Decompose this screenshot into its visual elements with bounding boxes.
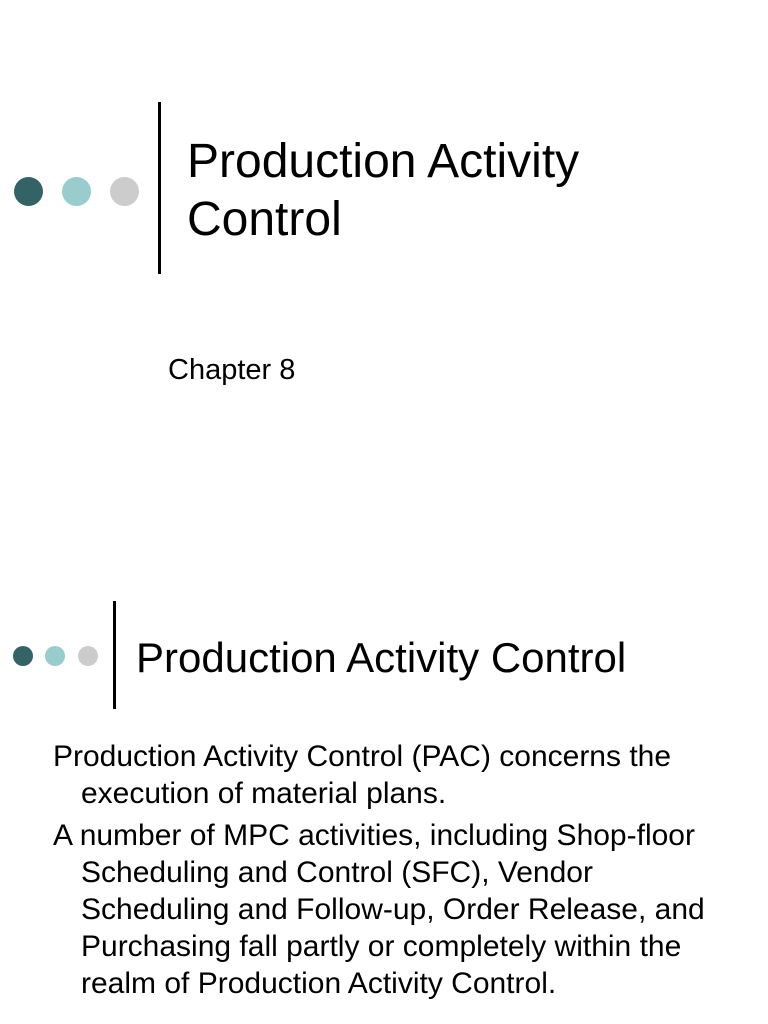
slide-title: Production Activity Control [136, 634, 627, 681]
title-divider [158, 102, 161, 274]
bullet-item: Production Activity Control (PAC) concerns the execution of material plans. [53, 740, 672, 810]
slide-title: Production Activity Control [187, 135, 580, 246]
light-teal-dot-icon [45, 646, 65, 666]
bullet-item: A number of MPC activities, including Shop-floor Scheduling and Control (SFC), Vendor Scheduling and Follow-up, Order Release, and Purchasing fall partly or completely within the realm of Production Activity Control. [53, 819, 705, 1000]
light-teal-dot-icon [62, 177, 91, 206]
gray-dot-icon [78, 646, 98, 666]
dark-teal-dot-icon [14, 177, 43, 206]
content-slide [0, 512, 768, 1024]
slide-subtitle: Chapter 8 [168, 354, 296, 386]
title-divider [113, 601, 116, 709]
gray-dot-icon [110, 177, 139, 206]
dark-teal-dot-icon [13, 646, 33, 666]
bullet-list [53, 738, 733, 1007]
